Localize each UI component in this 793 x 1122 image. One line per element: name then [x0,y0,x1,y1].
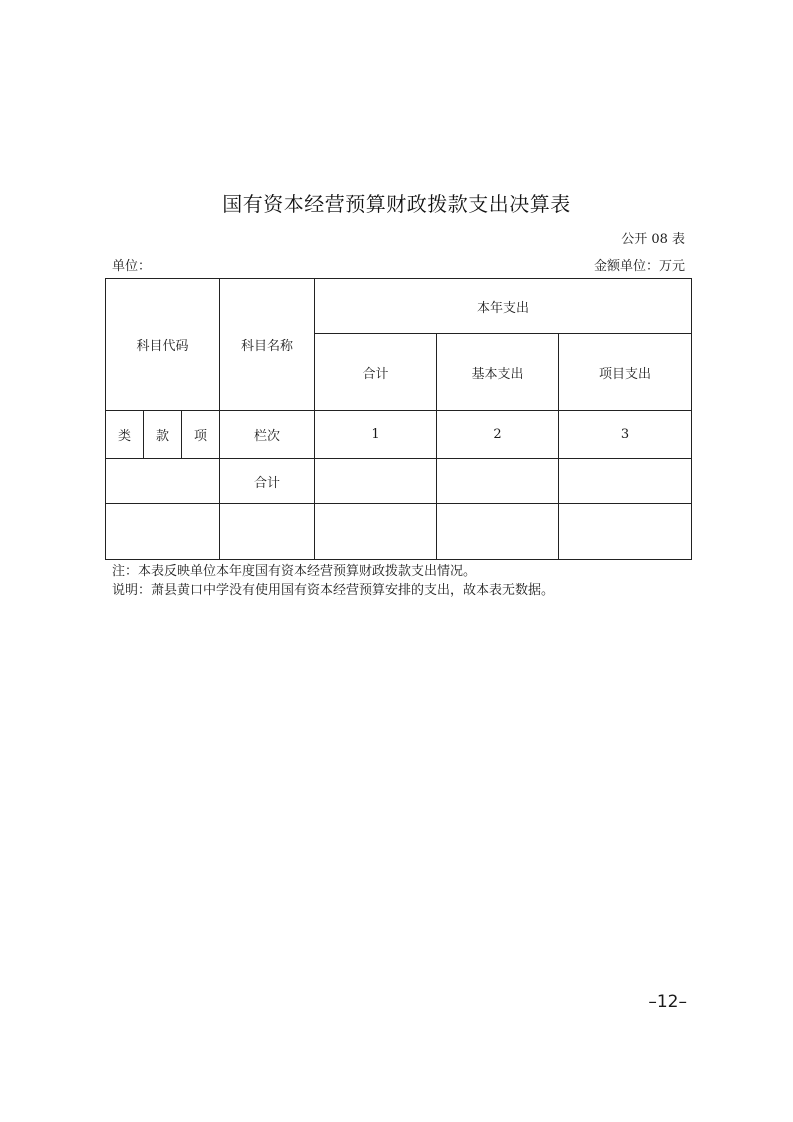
code-item-header: 项 [182,411,220,459]
empty-row-project-cell [559,504,692,560]
total-column-header: 合计 [315,334,437,411]
column-number-3: 3 [559,411,692,459]
total-row-total-cell [315,459,437,504]
column-number-2: 2 [437,411,559,459]
subject-code-header: 科目代码 [106,279,220,411]
code-class-header: 类 [106,411,144,459]
code-section-header: 款 [144,411,182,459]
basic-expense-header: 基本支出 [437,334,559,411]
total-row-project-cell [559,459,692,504]
page-title: 国有资本经营预算财政拨款支出决算表 [222,192,571,216]
notes-section [112,562,554,600]
empty-row-name-cell [220,504,315,560]
unit-label: 单位： [112,259,152,274]
explanation-line: 说明：萧县黄口中学没有使用国有资本经营预算安排的支出，故本表无数据。 [112,583,555,598]
note-line: 注：本表反映单位本年度国有资本经营预算财政拨款支出情况。 [112,564,477,579]
total-row-basic-cell [437,459,559,504]
amount-unit-label: 金额单位：万元 [593,259,685,274]
empty-row-total-cell [315,504,437,560]
column-number-1: 1 [315,411,437,459]
page-number: –12– [648,992,687,1012]
subject-name-header: 科目名称 [220,279,315,411]
column-number-header: 栏次 [220,411,315,459]
empty-row-code-cell [106,504,220,560]
project-expense-header: 项目支出 [559,334,692,411]
empty-row-basic-cell [437,504,559,560]
this-year-expense-header: 本年支出 [315,279,692,334]
total-row-label: 合计 [220,459,315,504]
total-row-code-cell [106,459,220,504]
expense-table [105,278,692,560]
form-number: 公开 08 表 [621,232,685,247]
